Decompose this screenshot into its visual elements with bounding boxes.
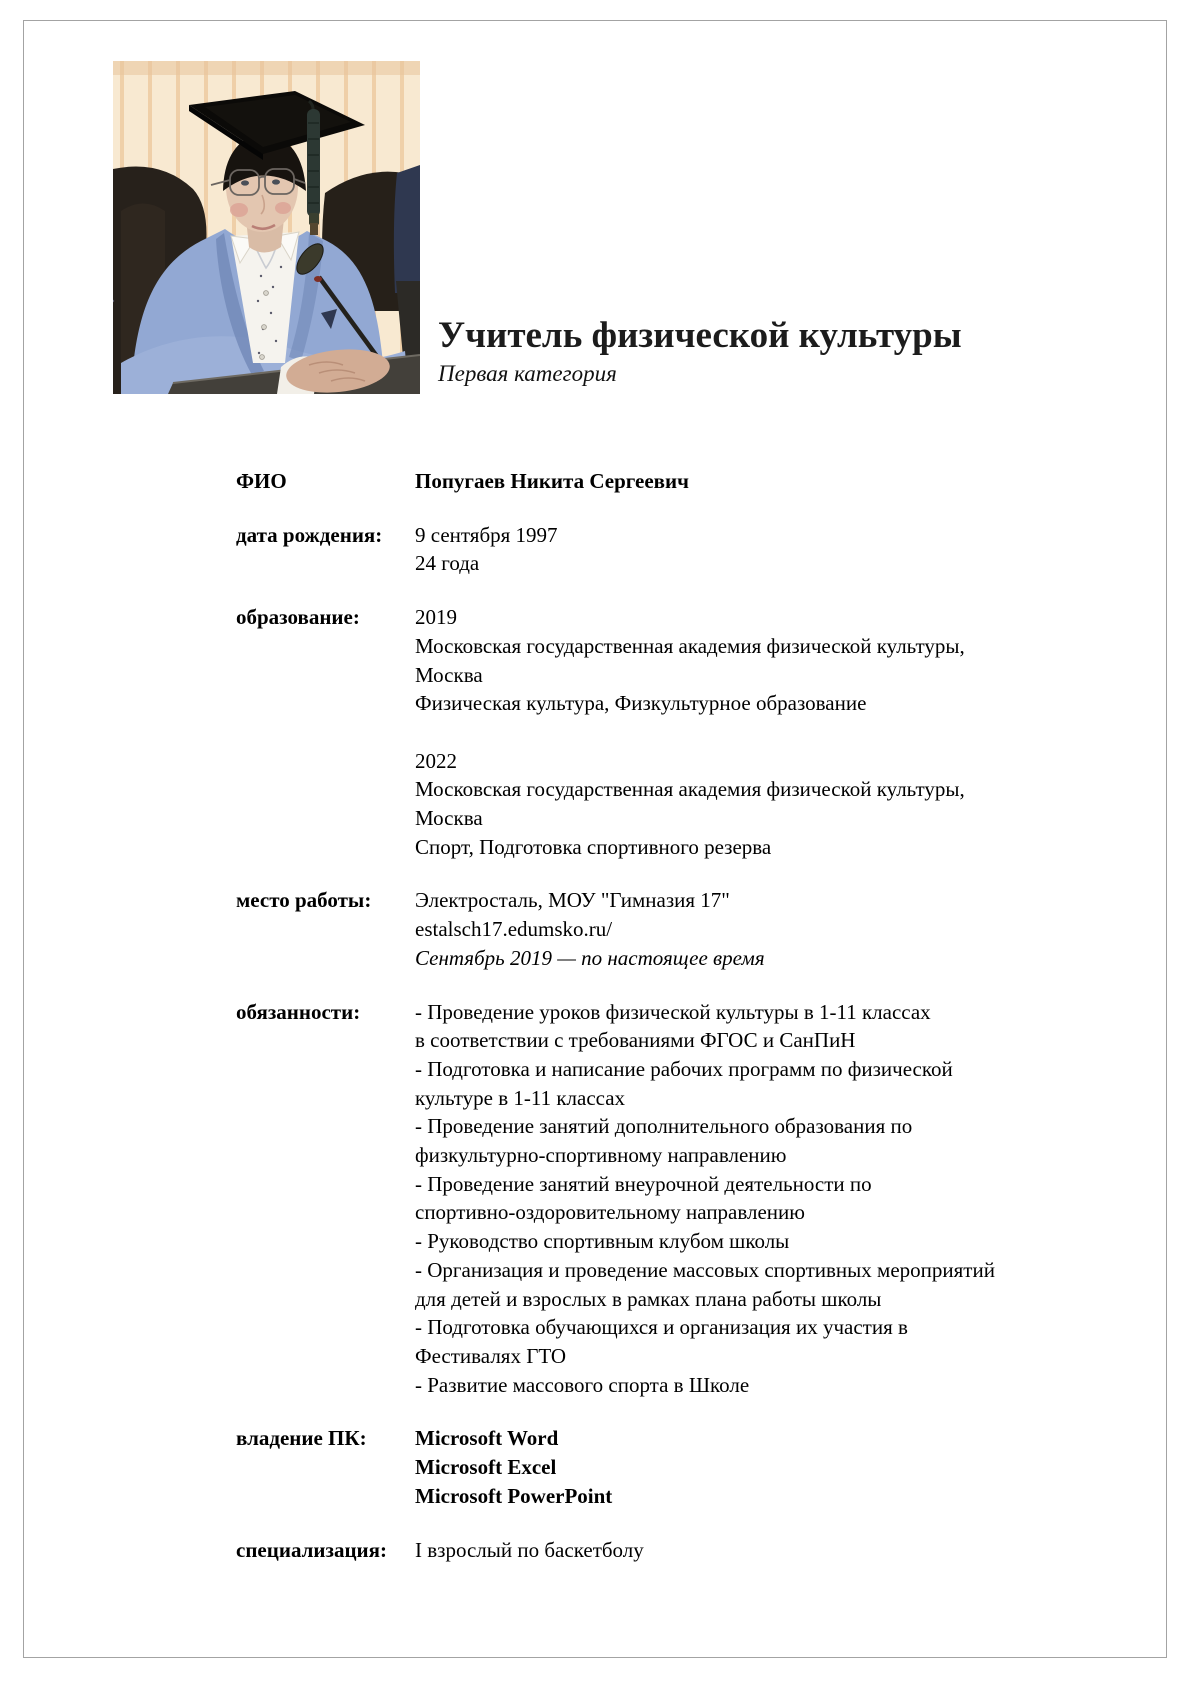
field-line: estalsch17.edumsko.ru/ [415, 917, 613, 942]
field-line: - Проведение занятий дополнительного образования по [415, 1114, 913, 1139]
field-line: Москва [415, 662, 483, 687]
field-label: обязанности: [236, 999, 361, 1024]
field-line: Попугаев Никита Сергеевич [415, 469, 689, 493]
field-line: Московская государственная академия физической культуры, [415, 777, 965, 802]
field-row [236, 467, 1096, 496]
field-line: Москва [415, 806, 483, 831]
field-line: - Руководство спортивным клубом школы [415, 1229, 790, 1254]
field-line: Электросталь, МОУ "Гимназия 17" [415, 888, 730, 913]
field-line: - Подготовка и написание рабочих программ по физической [415, 1056, 953, 1081]
field-value [415, 886, 1096, 972]
field-line: спортивно-оздоровительному направлению [415, 1200, 805, 1225]
field-label: владение ПК: [236, 1426, 367, 1451]
field-value [415, 998, 1096, 1400]
field-line: - Организация и проведение массовых спортивных мероприятий [415, 1257, 995, 1282]
resume-page [23, 20, 1167, 1658]
fields-table [236, 467, 1096, 1589]
field-line: Фестивалях ГТО [415, 1343, 567, 1368]
field-line [415, 718, 1096, 747]
field-label: ФИО [236, 469, 287, 493]
page-title: Учитель физической культуры [438, 315, 962, 356]
field-value [415, 521, 1096, 578]
field-line: Сентябрь 2019 — по настоящее время [415, 945, 765, 970]
field-label: дата рождения: [236, 522, 383, 547]
field-value [415, 1536, 1096, 1565]
field-line: 2019 [415, 605, 457, 630]
field-line: Microsoft Word [415, 1426, 559, 1451]
field-row [236, 1536, 1096, 1565]
portrait-photo-drawing [113, 61, 420, 394]
field-line: Физическая культура, Физкультурное образование [415, 691, 867, 716]
field-line: для детей и взрослых в рамках плана работы школы [415, 1286, 882, 1311]
field-line: - Проведение уроков физической культуры в 1-11 классах [415, 999, 931, 1024]
field-value [415, 467, 1096, 496]
field-line: культуре в 1-11 классах [415, 1085, 626, 1110]
field-line: - Подготовка обучающихся и организация их участия в [415, 1315, 908, 1340]
field-line: Спорт, Подготовка спортивного резерва [415, 834, 772, 859]
field-line: - Развитие массового спорта в Школе [415, 1372, 750, 1397]
page-subtitle: Первая категория [438, 361, 617, 386]
cap-tassel [307, 101, 320, 235]
field-row [236, 521, 1096, 578]
field-line: Московская государственная академия физической культуры, [415, 633, 965, 658]
field-label: специализация: [236, 1537, 387, 1562]
header [438, 315, 962, 389]
field-row [236, 1424, 1096, 1510]
field-row [236, 886, 1096, 972]
field-line: в соответствии с требованиями ФГОС и СанПиН [415, 1028, 856, 1053]
field-label: место работы: [236, 888, 372, 913]
portrait-photo [113, 61, 420, 394]
field-line: Microsoft Excel [415, 1455, 557, 1480]
field-row [236, 603, 1096, 861]
field-label: образование: [236, 605, 360, 630]
field-line: - Проведение занятий внеурочной деятельности по [415, 1171, 872, 1196]
field-line: 9 сентября 1997 [415, 522, 558, 547]
field-line: I взрослый по баскетболу [415, 1537, 644, 1562]
field-line: 24 года [415, 551, 480, 576]
field-line: физкультурно-спортивному направлению [415, 1143, 787, 1168]
field-value [415, 1424, 1096, 1510]
field-row [236, 998, 1096, 1400]
field-line: 2022 [415, 748, 457, 773]
field-value [415, 603, 1096, 861]
field-line: Microsoft PowerPoint [415, 1483, 613, 1508]
